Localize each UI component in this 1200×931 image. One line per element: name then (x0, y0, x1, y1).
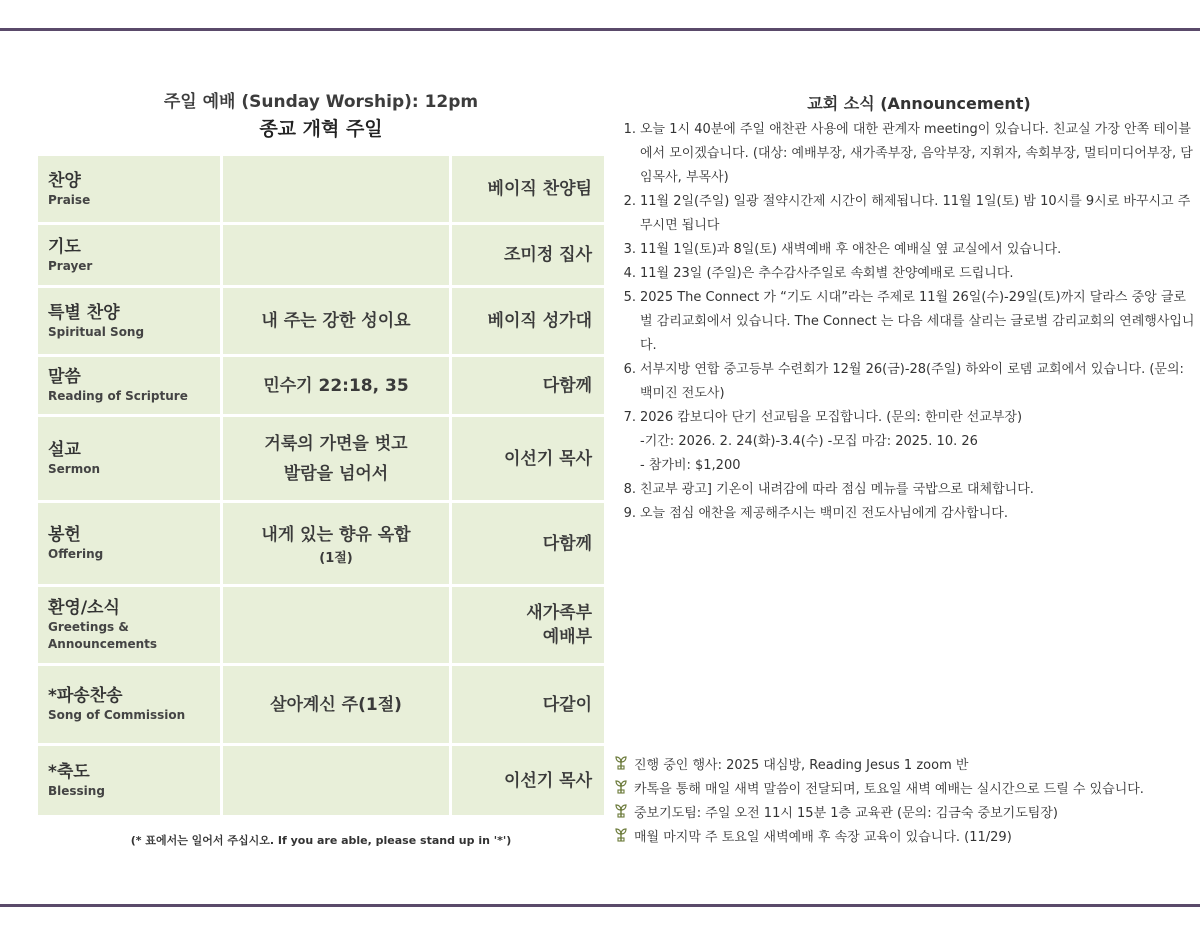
order-item-english: Reading of Scripture (48, 389, 188, 403)
announcement-item (618, 190, 1196, 238)
order-leader: 다함께 (452, 357, 604, 417)
order-leader: 다같이 (452, 666, 604, 746)
order-leader: 베이직 찬양팀 (452, 156, 604, 225)
order-item-english: Spiritual Song (48, 324, 145, 339)
order-row (38, 503, 604, 587)
announcement-text: 오늘 점심 애찬을 제공해주시는 백미진 전도사님에게 감사합니다. (640, 506, 1008, 521)
order-leader: 다함께 (452, 503, 604, 587)
announcement-number: 1. (623, 122, 636, 137)
order-item-korean: *파송찬송 (48, 686, 123, 706)
order-item-english: Offering (48, 547, 104, 561)
bottom-divider (0, 904, 1200, 907)
announcement-text: 11월 2일(주일) 일광 절약시간제 시간이 해제됩니다. 11월 1일(토) 밤 10시를 9시로 바꾸시고 주무시면 됩니다 (640, 194, 1191, 233)
order-item-cell (38, 225, 223, 288)
order-item-korean: 찬양 (48, 170, 81, 191)
event-item (614, 826, 1196, 850)
order-content-cell (223, 288, 452, 357)
plant-icon (614, 802, 634, 826)
order-leader: 새가족부 예배부 (452, 587, 604, 666)
announcement-number: 5. (623, 290, 636, 305)
announcement-number: 2. (623, 194, 636, 209)
order-item-korean: *축도 (48, 762, 90, 782)
order-content-cell (223, 156, 452, 225)
worship-subtitle: 종교 개혁 주일 (259, 118, 383, 140)
announcement-section (618, 94, 1196, 526)
order-item-english: Greetings & Announcements (48, 620, 158, 651)
announcement-text: 11월 1일(토)과 8일(토) 새벽예배 후 애찬은 예배실 옆 교실에서 있습니다. (640, 242, 1062, 257)
order-content: 거룩의 가면을 벗고 발람을 넘어서 (264, 433, 408, 484)
order-content: 살아계신 주(1절) (270, 694, 402, 715)
order-row (38, 156, 604, 225)
plant-icon (614, 826, 634, 850)
plant-icon (614, 778, 634, 802)
order-item-korean: 특별 찬양 (48, 302, 120, 323)
announcement-text: 2026 캄보디아 단기 선교팀을 모집합니다. (문의: 한미란 선교부장) -기간: 2026. 2. 24(화)-3.4(수) -모집 마감: 2025. 10. 26 - 참가비: $1,200 (640, 410, 1023, 473)
order-item-cell (38, 288, 223, 357)
announcement-item (618, 502, 1196, 526)
announcement-item (618, 478, 1196, 502)
event-text: 중보기도팀: 주일 오전 11시 15분 1층 교육관 (문의: 김금숙 중보기도팀장) (634, 806, 1058, 821)
plant-icon (614, 754, 634, 778)
order-item-english: Prayer (48, 258, 93, 273)
order-row (38, 746, 604, 818)
order-item-cell (38, 666, 223, 746)
order-item-korean: 환영/소식 (48, 598, 120, 618)
order-content-verse: (1절) (319, 550, 353, 566)
order-leader: 이선기 목사 (452, 746, 604, 818)
announcement-item (618, 406, 1196, 478)
announcement-item (618, 238, 1196, 262)
announcement-number: 9. (623, 506, 636, 521)
announcement-text: 11월 23일 (주일)은 추수감사주일로 속회별 찬양예배로 드립니다. (640, 266, 1014, 281)
announcement-title: 교회 소식 (Announcement) (807, 94, 1031, 113)
order-item-cell (38, 357, 223, 417)
order-item-english: Sermon (48, 462, 100, 476)
event-text: 카톡을 통해 매일 새벽 말씀이 전달되며, 토요일 새벽 예배는 실시간으로 드릴 수 있습니다. (634, 782, 1144, 797)
announcement-number: 3. (623, 242, 636, 257)
announcement-text: 서부지방 연합 중고등부 수련회가 12월 26(금)-28(주일) 하와이 로뎀 교회에서 있습니다. (문의: 백미진 전도사) (640, 362, 1184, 401)
order-content-cell (223, 225, 452, 288)
top-divider (0, 28, 1200, 31)
order-content-cell (223, 417, 452, 503)
order-row (38, 666, 604, 746)
event-item (614, 778, 1196, 802)
order-row (38, 357, 604, 417)
order-item-cell (38, 587, 223, 666)
order-item-english: Praise (48, 192, 91, 207)
announcement-list (618, 118, 1196, 526)
announcement-number: 6. (623, 362, 636, 377)
announcement-number: 8. (623, 482, 636, 497)
order-item-cell (38, 503, 223, 587)
order-content-cell (223, 746, 452, 818)
order-leader: 이선기 목사 (452, 417, 604, 503)
order-item-english: Song of Commission (48, 708, 186, 722)
order-item-cell (38, 156, 223, 225)
announcement-text: 2025 The Connect 가 “기도 시대”라는 주제로 11월 26일(수)-29일(토)까지 달라스 중앙 글로벌 감리교회에서 있습니다. The Connect 는 다음 세대를 살리는 글로벌 감리교회의 연례행사입니다. (640, 290, 1195, 353)
announcement-item (618, 262, 1196, 286)
order-item-cell (38, 746, 223, 818)
standing-note: (* 표에서는 일어서 주십시오. If you are able, please stand up in '*') (130, 834, 512, 847)
announcement-item (618, 118, 1196, 190)
order-row (38, 225, 604, 288)
order-content-cell (223, 357, 452, 417)
order-item-english: Blessing (48, 784, 105, 798)
order-row (38, 417, 604, 503)
event-item (614, 754, 1196, 778)
order-content: 내 주는 강한 성이요 (261, 311, 411, 331)
order-content-cell (223, 503, 452, 587)
order-row (38, 587, 604, 666)
announcement-number: 4. (623, 266, 636, 281)
order-leader: 베이직 성가대 (452, 288, 604, 357)
order-content: 민수기 22:18, 35 (263, 375, 409, 396)
worship-title: 주일 예배 (Sunday Worship): 12pm (163, 92, 479, 112)
order-row (38, 288, 604, 357)
order-item-cell (38, 417, 223, 503)
order-item-korean: 말씀 (48, 367, 81, 387)
announcement-text: 오늘 1시 40분에 주일 애찬관 사용에 대한 관계자 meeting이 있습니다. 친교실 가장 안쪽 테이블에서 모이겠습니다. (대상: 예배부장, 새가족부장, 음악부장, 지휘자, 속회부장, 멀티미디어부장, 담임목사, 부목사) (640, 122, 1193, 185)
announcement-text: 친교부 광고] 기온이 내려감에 따라 점심 메뉴를 국밥으로 대체합니다. (640, 482, 1034, 497)
ongoing-events (614, 754, 1196, 850)
order-content-cell (223, 587, 452, 666)
order-item-korean: 기도 (48, 236, 81, 257)
announcement-item (618, 358, 1196, 406)
order-content: 내게 있는 향유 옥합 (261, 524, 411, 545)
event-text: 진행 중인 행사: 2025 대심방, Reading Jesus 1 zoom 반 (634, 758, 969, 773)
worship-order-section (38, 90, 604, 848)
order-item-korean: 설교 (48, 440, 81, 460)
announcement-number: 7. (623, 410, 636, 425)
order-content-cell (223, 666, 452, 746)
event-text: 매월 마지막 주 토요일 새벽예배 후 속장 교육이 있습니다. (11/29) (634, 830, 1012, 845)
worship-order-table (38, 156, 604, 818)
announcement-item (618, 286, 1196, 358)
event-item (614, 802, 1196, 826)
order-leader: 조미정 집사 (452, 225, 604, 288)
order-item-korean: 봉헌 (48, 525, 81, 545)
